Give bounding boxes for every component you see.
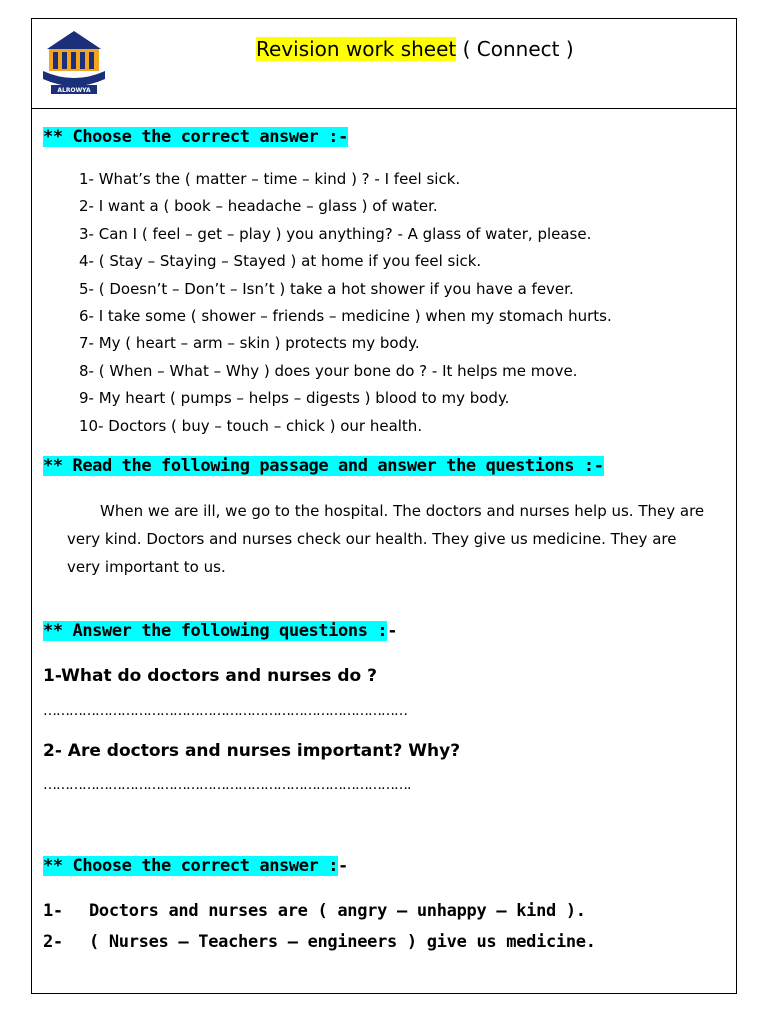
list-item: 9- My heart ( pumps – helps – digests ) blood to my body. [79,389,510,408]
section-heading-choose-2: ** Choose the correct answer :- [43,856,348,876]
list-item: 4- ( Stay – Staying – Stayed ) at home if you feel sick. [79,252,482,271]
list-item: 5- ( Doesn’t – Don’t – Isn’t ) take a hot shower if you have a fever. [79,279,574,298]
title-highlighted: Revision work sheet [256,37,457,61]
list-item: 2- I want a ( book – headache – glass ) of water. [79,197,438,216]
section-heading-read: ** Read the following passage and answer the questions :- [43,456,604,476]
worksheet-page [31,18,737,994]
question-1: 1-What do doctors and nurses do ? [43,666,377,686]
logo-text: ALROWYA [57,87,91,94]
list-item: 3- Can I ( feel – get – play ) you anything? - A glass of water, please. [79,224,592,243]
answer-line-1: ………………………………………………………………………… [43,703,407,719]
section-heading-answer: ** Answer the following questions :- [43,621,398,641]
answer-line-2: …………………………………………………………………………. [43,777,411,793]
school-logo [39,27,109,97]
list-item: 8- ( When – What – Why ) does your bone do ? - It helps me move. [79,361,578,380]
list-item: 7- My ( heart – arm – skin ) protects my body. [79,334,420,353]
list-item: 1- What’s the ( matter – time – kind ) ? - I feel sick. [79,170,461,188]
mcq-list [79,170,612,444]
title-rest: ( Connect ) [456,37,574,61]
list-item: 10- Doctors ( buy – touch – chick ) our health. [79,416,423,435]
question-2: 2- Are doctors and nurses important? Why? [43,741,461,761]
choose-item-2: 2- ( Nurses – Teachers – engineers ) give us medicine. [43,932,596,952]
list-item: 6- I take some ( shower – friends – medicine ) when my stomach hurts. [79,306,612,325]
reading-passage: When we are ill, we go to the hospital. The doctors and nurses help us. They are very kind. Doctors and nurses check our health. They give us medicine. They are very important to us. [67,502,705,576]
page-title [256,37,574,61]
section-heading-choose: ** Choose the correct answer :- [43,127,348,147]
choose-item-1: 1- Doctors and nurses are ( angry – unhappy – kind ). [43,901,586,921]
worksheet-header [32,19,736,109]
